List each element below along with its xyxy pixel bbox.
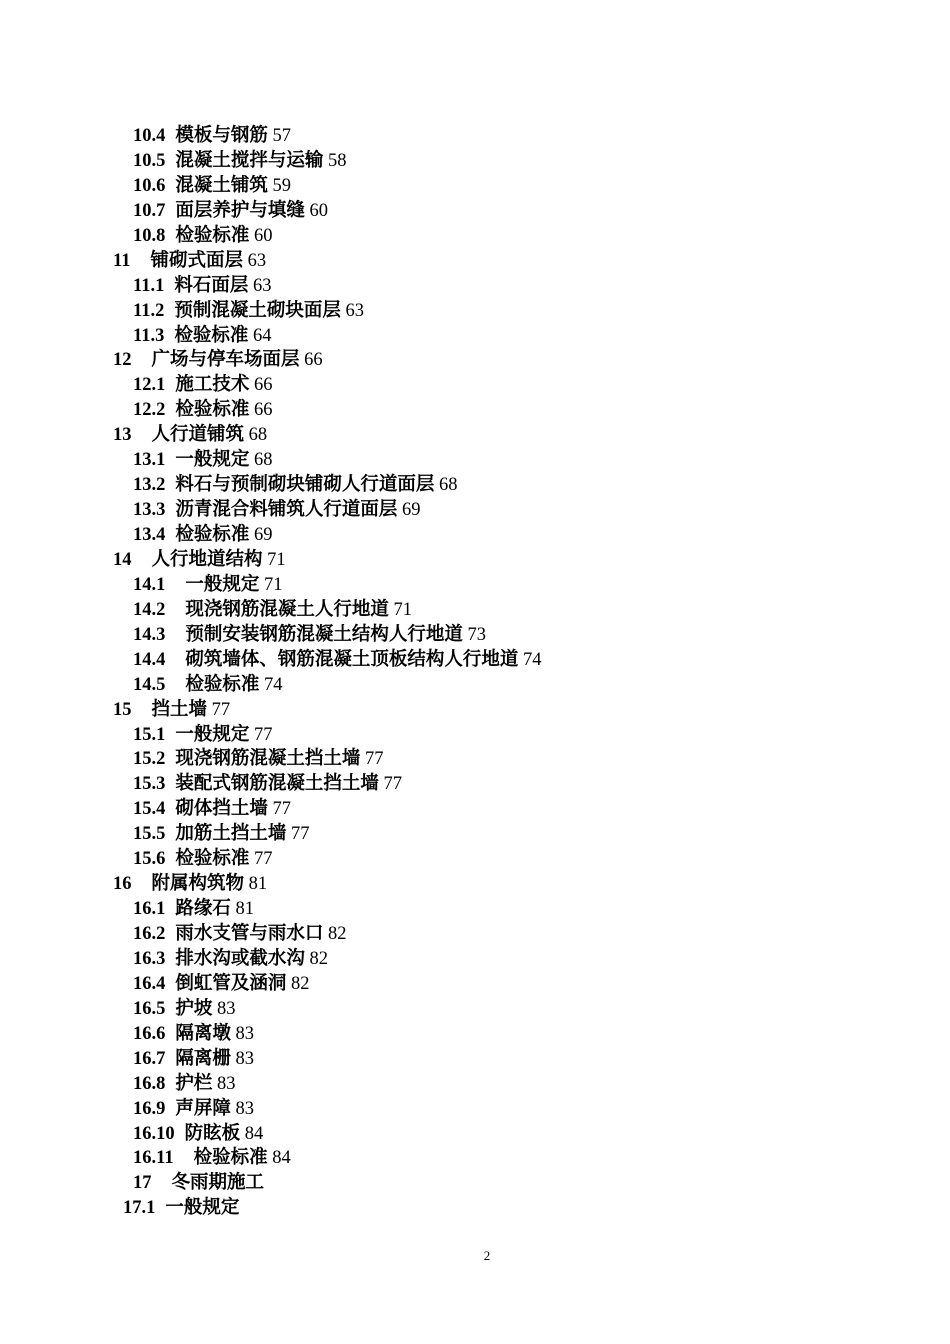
toc-page: 66	[254, 375, 273, 396]
toc-number: 11	[113, 250, 131, 271]
toc-title: 检验标准	[185, 674, 260, 695]
toc-number: 11.2	[133, 300, 165, 321]
toc-number: 15.6	[133, 849, 166, 870]
toc-page: 68	[439, 475, 458, 496]
toc-number: 14.1	[133, 574, 166, 595]
toc-title: 冬雨期施工	[171, 1173, 265, 1194]
toc-title: 一般规定	[185, 574, 260, 595]
toc-title: 人行地道结构	[151, 549, 263, 570]
toc-number: 15.2	[133, 749, 166, 770]
toc-number: 16	[113, 874, 132, 895]
toc-entry[interactable]	[0, 1196, 950, 1221]
toc-page: 68	[248, 425, 268, 446]
toc-entry[interactable]	[0, 897, 950, 922]
toc-page: 82	[291, 973, 310, 994]
toc-entry[interactable]	[0, 249, 950, 274]
toc-title: 料石面层	[174, 275, 249, 296]
toc-number: 16.2	[133, 924, 166, 944]
toc-page: 59	[272, 175, 292, 196]
toc-page: 60	[309, 200, 329, 221]
toc-entry[interactable]	[0, 997, 950, 1022]
toc-entry[interactable]	[0, 673, 950, 698]
toc-page: 77	[383, 774, 403, 795]
toc-entry[interactable]	[0, 498, 950, 523]
toc-number: 14.2	[133, 599, 166, 620]
toc-entry[interactable]	[0, 747, 950, 772]
toc-entry[interactable]	[0, 573, 950, 598]
toc-title: 倒虹管及涵洞	[175, 973, 287, 994]
toc-number: 13.4	[133, 525, 166, 545]
toc-entry[interactable]	[0, 1022, 950, 1047]
toc-entry[interactable]	[0, 473, 950, 498]
toc-page: 83	[235, 1023, 255, 1044]
toc-title: 隔离墩	[175, 1023, 231, 1044]
toc-page: 83	[217, 1073, 236, 1094]
toc-title: 防眩板	[184, 1123, 241, 1144]
toc-page: 73	[467, 624, 487, 645]
toc-number: 13.2	[133, 475, 166, 496]
toc-title: 加筋土挡土墙	[175, 824, 287, 845]
toc-title: 面层养护与填缝	[175, 200, 305, 221]
toc-number: 10.4	[133, 126, 166, 146]
toc-title: 附属构筑物	[151, 874, 245, 895]
toc-entry[interactable]	[0, 224, 950, 249]
toc-title: 一般规定	[165, 1198, 240, 1219]
toc-entry[interactable]	[0, 723, 950, 748]
toc-entry[interactable]	[0, 448, 950, 473]
toc-title: 人行道铺筑	[151, 425, 245, 446]
toc-entry[interactable]	[0, 199, 950, 224]
toc-number: 15.5	[133, 824, 166, 845]
toc-entry[interactable]	[0, 548, 950, 573]
toc-title: 检验标准	[175, 849, 250, 870]
toc-title: 预制混凝土砌块面层	[174, 300, 341, 321]
toc-title: 路缘石	[175, 899, 231, 920]
table-of-contents	[0, 124, 950, 1221]
toc-number: 14.4	[133, 649, 166, 670]
toc-page: 77	[291, 824, 310, 845]
toc-number: 12	[113, 350, 132, 371]
toc-page: 60	[254, 225, 273, 246]
toc-number: 16.8	[133, 1073, 166, 1094]
toc-title: 铺砌式面层	[150, 250, 243, 271]
toc-title: 混凝土搅拌与运输	[175, 150, 324, 171]
toc-entry[interactable]	[0, 972, 950, 997]
toc-page: 77	[365, 749, 384, 770]
toc-title: 检验标准	[175, 225, 250, 246]
toc-page: 83	[217, 998, 236, 1019]
toc-entry[interactable]	[0, 797, 950, 822]
toc-number: 14.3	[133, 624, 166, 645]
toc-page: 57	[272, 126, 292, 146]
toc-number: 14.5	[133, 674, 166, 695]
toc-title: 现浇钢筋混凝土挡土墙	[175, 749, 361, 770]
toc-title: 护栏	[175, 1073, 213, 1094]
toc-page: 84	[244, 1123, 264, 1144]
toc-page: 77	[254, 849, 273, 870]
toc-title: 现浇钢筋混凝土人行地道	[185, 599, 389, 620]
toc-title: 护坡	[175, 998, 213, 1019]
toc-page: 77	[272, 799, 292, 820]
toc-entry[interactable]	[0, 872, 950, 897]
toc-number: 16.1	[133, 899, 166, 920]
toc-page: 63	[247, 250, 267, 271]
toc-number: 16.11	[133, 1148, 174, 1169]
toc-title: 料石与预制砌块铺砌人行道面层	[175, 475, 435, 496]
toc-page: 81	[248, 874, 268, 895]
toc-entry[interactable]	[0, 423, 950, 448]
toc-number: 11.1	[133, 275, 165, 296]
toc-number: 16.3	[133, 948, 166, 969]
toc-number: 11.3	[133, 325, 165, 346]
toc-title: 检验标准	[175, 525, 250, 545]
toc-number: 10.6	[133, 175, 166, 196]
toc-title: 挡土墙	[151, 699, 208, 720]
toc-entry[interactable]	[0, 398, 950, 423]
toc-entry[interactable]	[0, 274, 950, 299]
toc-number: 13.1	[133, 450, 166, 471]
toc-title: 施工技术	[175, 375, 250, 396]
toc-number: 12.1	[133, 375, 166, 396]
toc-entry[interactable]	[0, 1146, 950, 1171]
toc-page: 77	[254, 724, 273, 745]
toc-entry[interactable]	[0, 847, 950, 872]
toc-page: 71	[264, 574, 283, 595]
toc-number: 16.6	[133, 1023, 166, 1044]
toc-title: 隔离栅	[175, 1048, 231, 1069]
toc-entry[interactable]	[0, 648, 950, 673]
toc-number: 16.7	[133, 1048, 166, 1069]
toc-entry[interactable]	[0, 1072, 950, 1097]
toc-number: 10.8	[133, 225, 166, 246]
toc-entry[interactable]	[0, 373, 950, 398]
toc-title: 沥青混合料铺筑人行道面层	[175, 500, 398, 521]
toc-number: 16.9	[133, 1098, 166, 1119]
toc-page: 83	[235, 1048, 255, 1069]
toc-page: 84	[272, 1148, 291, 1169]
toc-entry[interactable]	[0, 299, 950, 324]
toc-entry[interactable]	[0, 124, 950, 149]
toc-title: 声屏障	[175, 1098, 231, 1119]
toc-number: 17.1	[123, 1198, 156, 1219]
toc-title: 砌体挡土墙	[175, 799, 268, 820]
toc-entry[interactable]	[0, 772, 950, 797]
toc-number: 10.5	[133, 150, 166, 171]
toc-page: 82	[328, 924, 347, 944]
toc-entry[interactable]	[0, 922, 950, 947]
toc-title: 检验标准	[174, 325, 249, 346]
toc-number: 15.1	[133, 724, 166, 745]
toc-entry[interactable]	[0, 947, 950, 972]
toc-page: 58	[328, 150, 347, 171]
toc-title: 砌筑墙体、钢筋混凝土顶板结构人行地道	[185, 649, 519, 670]
toc-title: 检验标准	[175, 400, 250, 421]
toc-page: 74	[523, 649, 542, 670]
toc-entry[interactable]	[0, 1047, 950, 1072]
toc-number: 14	[113, 549, 132, 570]
toc-title: 装配式钢筋混凝土挡土墙	[175, 774, 379, 795]
toc-entry[interactable]	[0, 822, 950, 847]
toc-title: 模板与钢筋	[175, 126, 268, 146]
toc-entry[interactable]	[0, 1122, 950, 1147]
toc-entry[interactable]	[0, 523, 950, 548]
toc-page: 64	[253, 325, 272, 346]
toc-title: 一般规定	[175, 450, 250, 471]
toc-number: 17	[133, 1173, 152, 1194]
toc-entry[interactable]	[0, 149, 950, 174]
toc-title: 广场与停车场面层	[151, 350, 300, 371]
toc-number: 15.3	[133, 774, 166, 795]
toc-number: 15.4	[133, 799, 166, 820]
toc-page: 71	[393, 599, 413, 620]
toc-entry[interactable]	[0, 598, 950, 623]
toc-number: 12.2	[133, 400, 166, 421]
toc-number: 13	[113, 425, 132, 446]
toc-page: 66	[254, 400, 273, 421]
toc-number: 16.10	[133, 1123, 175, 1144]
toc-entry[interactable]	[0, 1097, 950, 1122]
toc-number: 16.4	[133, 973, 166, 994]
toc-title: 预制安装钢筋混凝土结构人行地道	[185, 624, 463, 645]
toc-entry[interactable]	[0, 324, 950, 349]
toc-entry[interactable]	[0, 698, 950, 723]
toc-page: 69	[402, 500, 421, 521]
toc-entry[interactable]	[0, 1171, 950, 1196]
toc-title: 雨水支管与雨水口	[175, 924, 324, 944]
toc-page: 82	[309, 948, 329, 969]
toc-page: 77	[211, 699, 231, 720]
toc-page: 63	[253, 275, 272, 296]
toc-page: 74	[264, 674, 283, 695]
toc-number: 15	[113, 699, 132, 720]
toc-entry[interactable]	[0, 623, 950, 648]
toc-number: 10.7	[133, 200, 166, 221]
toc-page: 71	[267, 549, 286, 570]
toc-title: 一般规定	[175, 724, 250, 745]
toc-title: 检验标准	[193, 1148, 268, 1169]
toc-number: 16.5	[133, 998, 166, 1019]
toc-number: 13.3	[133, 500, 166, 521]
toc-page: 69	[254, 525, 273, 545]
toc-page: 66	[304, 350, 323, 371]
toc-entry[interactable]	[0, 348, 950, 373]
toc-title: 混凝土铺筑	[175, 175, 268, 196]
toc-page: 81	[235, 899, 255, 920]
toc-page: 63	[345, 300, 364, 321]
toc-entry[interactable]	[0, 174, 950, 199]
toc-page: 68	[254, 450, 273, 471]
toc-title: 排水沟或截水沟	[175, 948, 305, 969]
toc-page: 83	[235, 1098, 255, 1119]
page-number: 2	[483, 1248, 491, 1263]
